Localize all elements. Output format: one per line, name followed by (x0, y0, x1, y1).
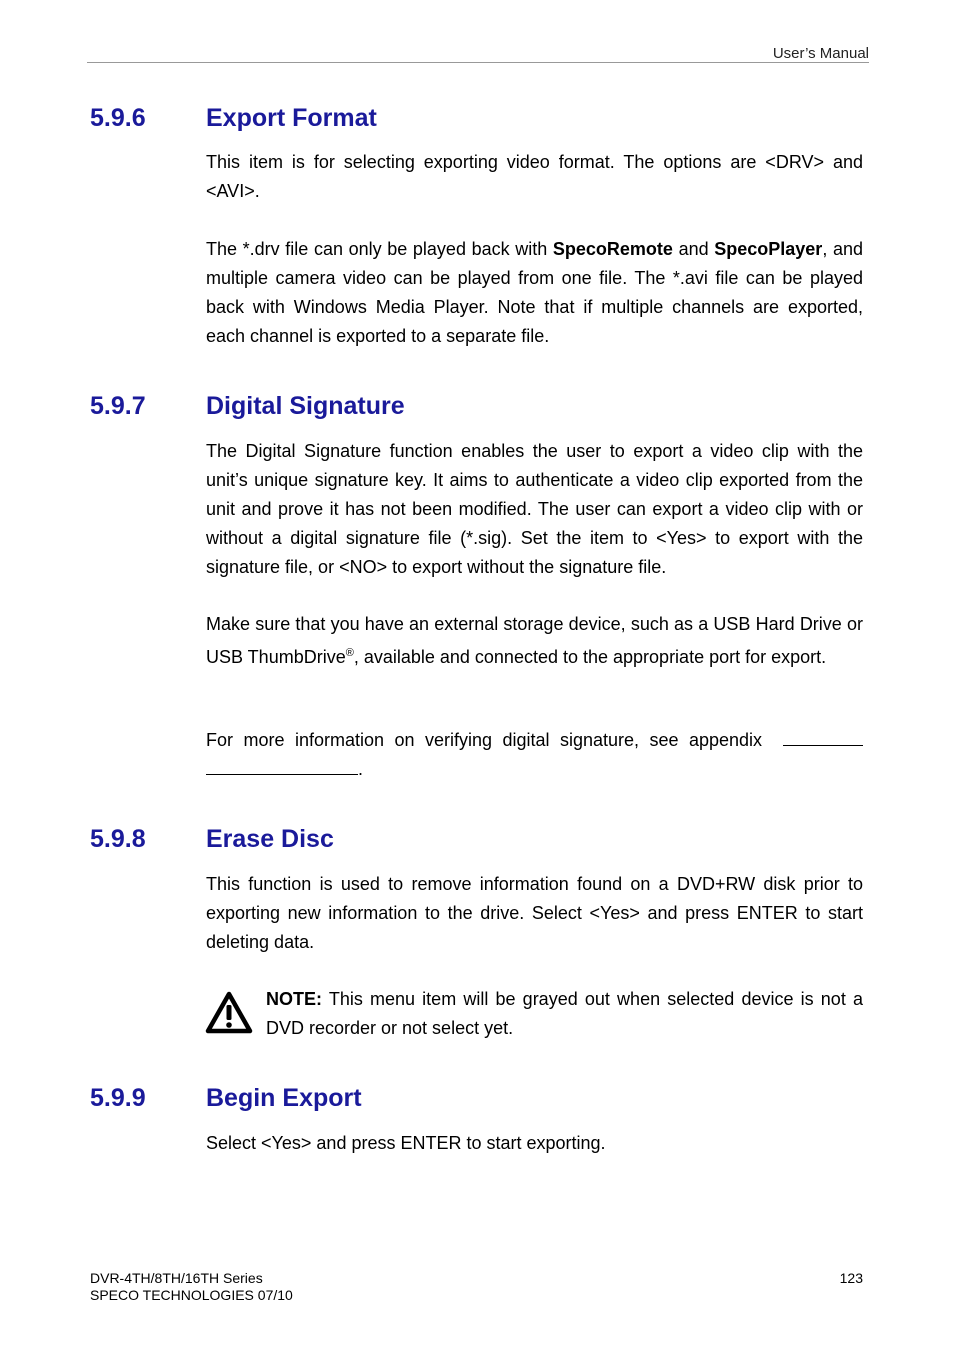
digital-signature-paragraph-3 (206, 726, 863, 755)
section-title: Begin Export (206, 1084, 362, 1112)
section-number: 5.9.6 (90, 104, 146, 132)
text-run: The *.drv file can only be played back with (206, 239, 553, 259)
footer-info (90, 1270, 293, 1304)
section-number: 5.9.7 (90, 392, 146, 420)
note-text (266, 985, 863, 1043)
section-title: Erase Disc (206, 825, 334, 853)
appendix-blank-1 (783, 744, 863, 746)
heading-digital-signature (90, 392, 405, 421)
note-label: NOTE: (266, 989, 322, 1009)
text-run: , and multiple camera video can be played from one file. The *.avi file can be played back with Windows Media Player. Note that if multiple channels are exported, each channel is exported to a separate file. (206, 239, 863, 346)
text-run: This menu item will be grayed out when selected device is not a DVD recorder or not select yet. (266, 989, 863, 1038)
page-number: 123 (839, 1270, 863, 1286)
section-title: Digital Signature (206, 392, 405, 420)
text-run: For more information on verifying digital signature, see appendix (206, 730, 763, 750)
section-number: 5.9.8 (90, 825, 146, 853)
export-format-paragraph-2 (206, 235, 863, 351)
warning-icon (205, 990, 253, 1034)
digital-signature-paragraph-1: The Digital Signature function enables the user to export a video clip with the unit’s unique signature key. It aims to authenticate a video clip exported from the unit and prove it has not been modified. The user can export a video clip with or without a digital signature file (*.sig). Set the item to <Yes> to export with the signature file, or <NO> to export without the signature file. (206, 441, 863, 577)
erase-disc-paragraph-1: This function is used to remove information found on a DVD+RW disk prior to exporting new information to the drive. Select <Yes> and press ENTER to start deleting data. (206, 874, 863, 952)
appendix-blank-line (206, 755, 363, 784)
heading-begin-export (90, 1084, 362, 1113)
registered-mark: ® (345, 647, 354, 659)
begin-export-paragraph-1: Select <Yes> and press ENTER to start exporting. (206, 1133, 606, 1153)
text-run: . (358, 759, 364, 779)
export-format-paragraph-1: This item is for selecting exporting video format. The options are <DRV> and <AVI>. (206, 152, 863, 201)
heading-export-format (90, 104, 377, 133)
heading-erase-disc (90, 825, 334, 854)
header-rule (87, 62, 869, 63)
appendix-blank-2 (206, 773, 358, 775)
text-run: Make sure that you have an external storage device, such as a USB Hard Drive or USB ThumbDrive (206, 614, 863, 667)
bold-specoremote: SpecoRemote (552, 239, 673, 259)
section-number: 5.9.9 (90, 1084, 146, 1112)
digital-signature-paragraph-2 (206, 610, 863, 672)
section-title: Export Format (206, 104, 377, 132)
text-run: , available and connected to the appropriate port for export. (353, 647, 827, 667)
text-run: and (672, 239, 715, 259)
footer-company: SPECO TECHNOLOGIES 07/10 (90, 1287, 293, 1303)
running-header: User’s Manual (772, 45, 869, 62)
bold-specoplayer: SpecoPlayer (714, 239, 823, 259)
footer-series: DVR-4TH/8TH/16TH Series (90, 1270, 263, 1286)
